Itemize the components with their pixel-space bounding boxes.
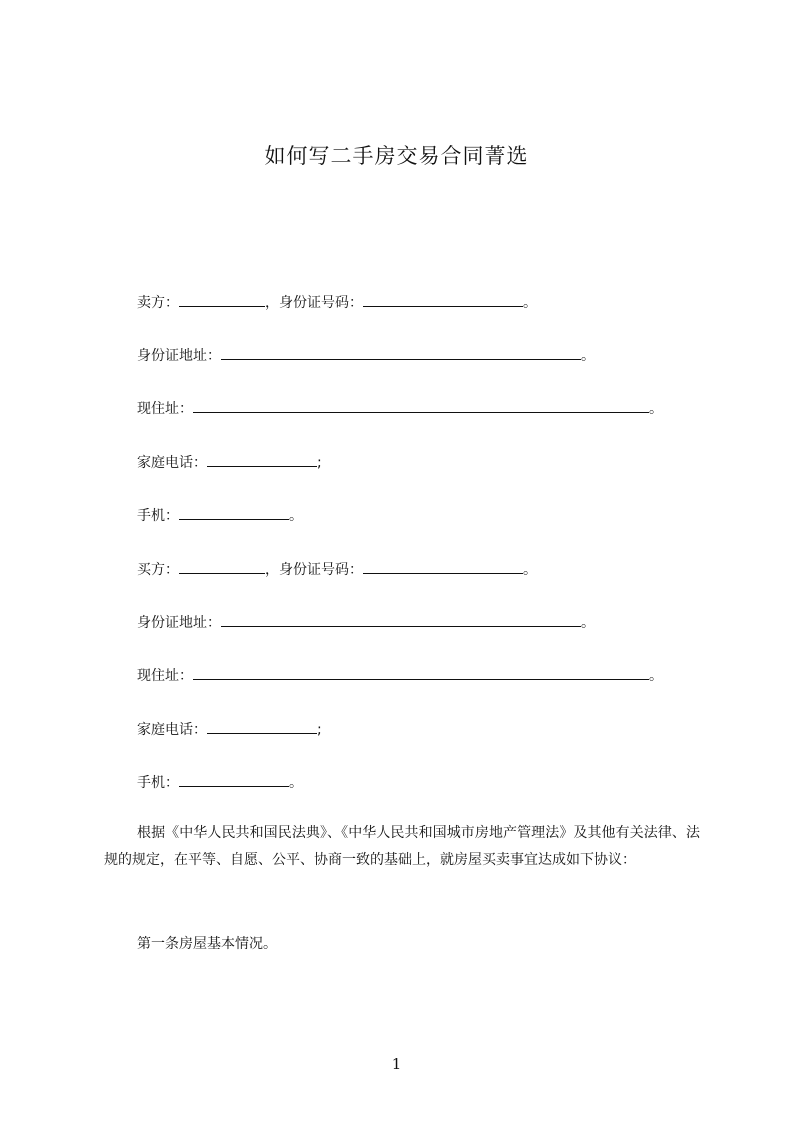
buyer-id-address-label: 身份证地址： xyxy=(137,615,221,631)
buyer-name-blank[interactable] xyxy=(179,561,265,574)
buyer-id-address-end: 。 xyxy=(581,615,595,631)
buyer-current-address-blank[interactable] xyxy=(193,667,649,680)
document-title: 如何写二手房交易合同菁选 xyxy=(264,144,529,168)
page-number: 1 xyxy=(391,1055,402,1073)
buyer-line xyxy=(137,559,537,579)
seller-id-address-end: 。 xyxy=(581,348,595,364)
buyer-mobile-line xyxy=(137,772,303,792)
article-1-heading: 第一条房屋基本情况。 xyxy=(137,936,277,952)
buyer-id-address-blank[interactable] xyxy=(221,614,581,627)
seller-id-number-blank[interactable] xyxy=(363,294,523,307)
buyer-id-number-blank[interactable] xyxy=(363,561,523,574)
buyer-mobile-end: 。 xyxy=(289,775,303,791)
seller-current-address-label: 现住址： xyxy=(137,401,193,417)
buyer-mobile-blank[interactable] xyxy=(179,774,289,787)
seller-mobile-blank[interactable] xyxy=(179,507,289,520)
buyer-id-address-line xyxy=(137,612,595,632)
buyer-current-address-label: 现住址： xyxy=(137,668,193,684)
buyer-home-phone-blank[interactable] xyxy=(207,721,317,734)
seller-line xyxy=(137,292,537,312)
seller-home-phone-end: ; xyxy=(317,455,322,471)
seller-home-phone-blank[interactable] xyxy=(207,454,317,467)
buyer-current-address-line xyxy=(137,665,663,685)
basis-paragraph: 根据《中华人民共和国民法典》、《中华人民共和国城市房地产管理法》及其他有关法律、法规的规定，在平等、自愿、公平、协商一致的基础上，就房屋买卖事宜达成如下协议： xyxy=(104,825,700,868)
seller-id-address-label: 身份证地址： xyxy=(137,348,221,364)
seller-name-blank[interactable] xyxy=(179,294,265,307)
seller-mobile-line xyxy=(137,505,303,525)
seller-mobile-label: 手机： xyxy=(137,508,179,524)
buyer-mobile-label: 手机： xyxy=(137,775,179,791)
buyer-home-phone-line xyxy=(137,719,322,739)
buyer-line-end: 。 xyxy=(523,562,537,578)
seller-current-address-end: 。 xyxy=(649,401,663,417)
buyer-label: 买方： xyxy=(137,562,179,578)
seller-current-address-blank[interactable] xyxy=(193,400,649,413)
seller-home-phone-line xyxy=(137,452,322,472)
buyer-home-phone-end: ; xyxy=(317,722,322,738)
buyer-home-phone-label: 家庭电话： xyxy=(137,722,207,738)
seller-current-address-line xyxy=(137,398,663,418)
seller-id-address-line xyxy=(137,345,595,365)
seller-id-label: ，身份证号码： xyxy=(265,295,363,311)
buyer-id-label: ，身份证号码： xyxy=(265,562,363,578)
seller-label: 卖方： xyxy=(137,295,179,311)
seller-id-address-blank[interactable] xyxy=(221,347,581,360)
seller-home-phone-label: 家庭电话： xyxy=(137,455,207,471)
seller-mobile-end: 。 xyxy=(289,508,303,524)
buyer-current-address-end: 。 xyxy=(649,668,663,684)
seller-line-end: 。 xyxy=(523,295,537,311)
